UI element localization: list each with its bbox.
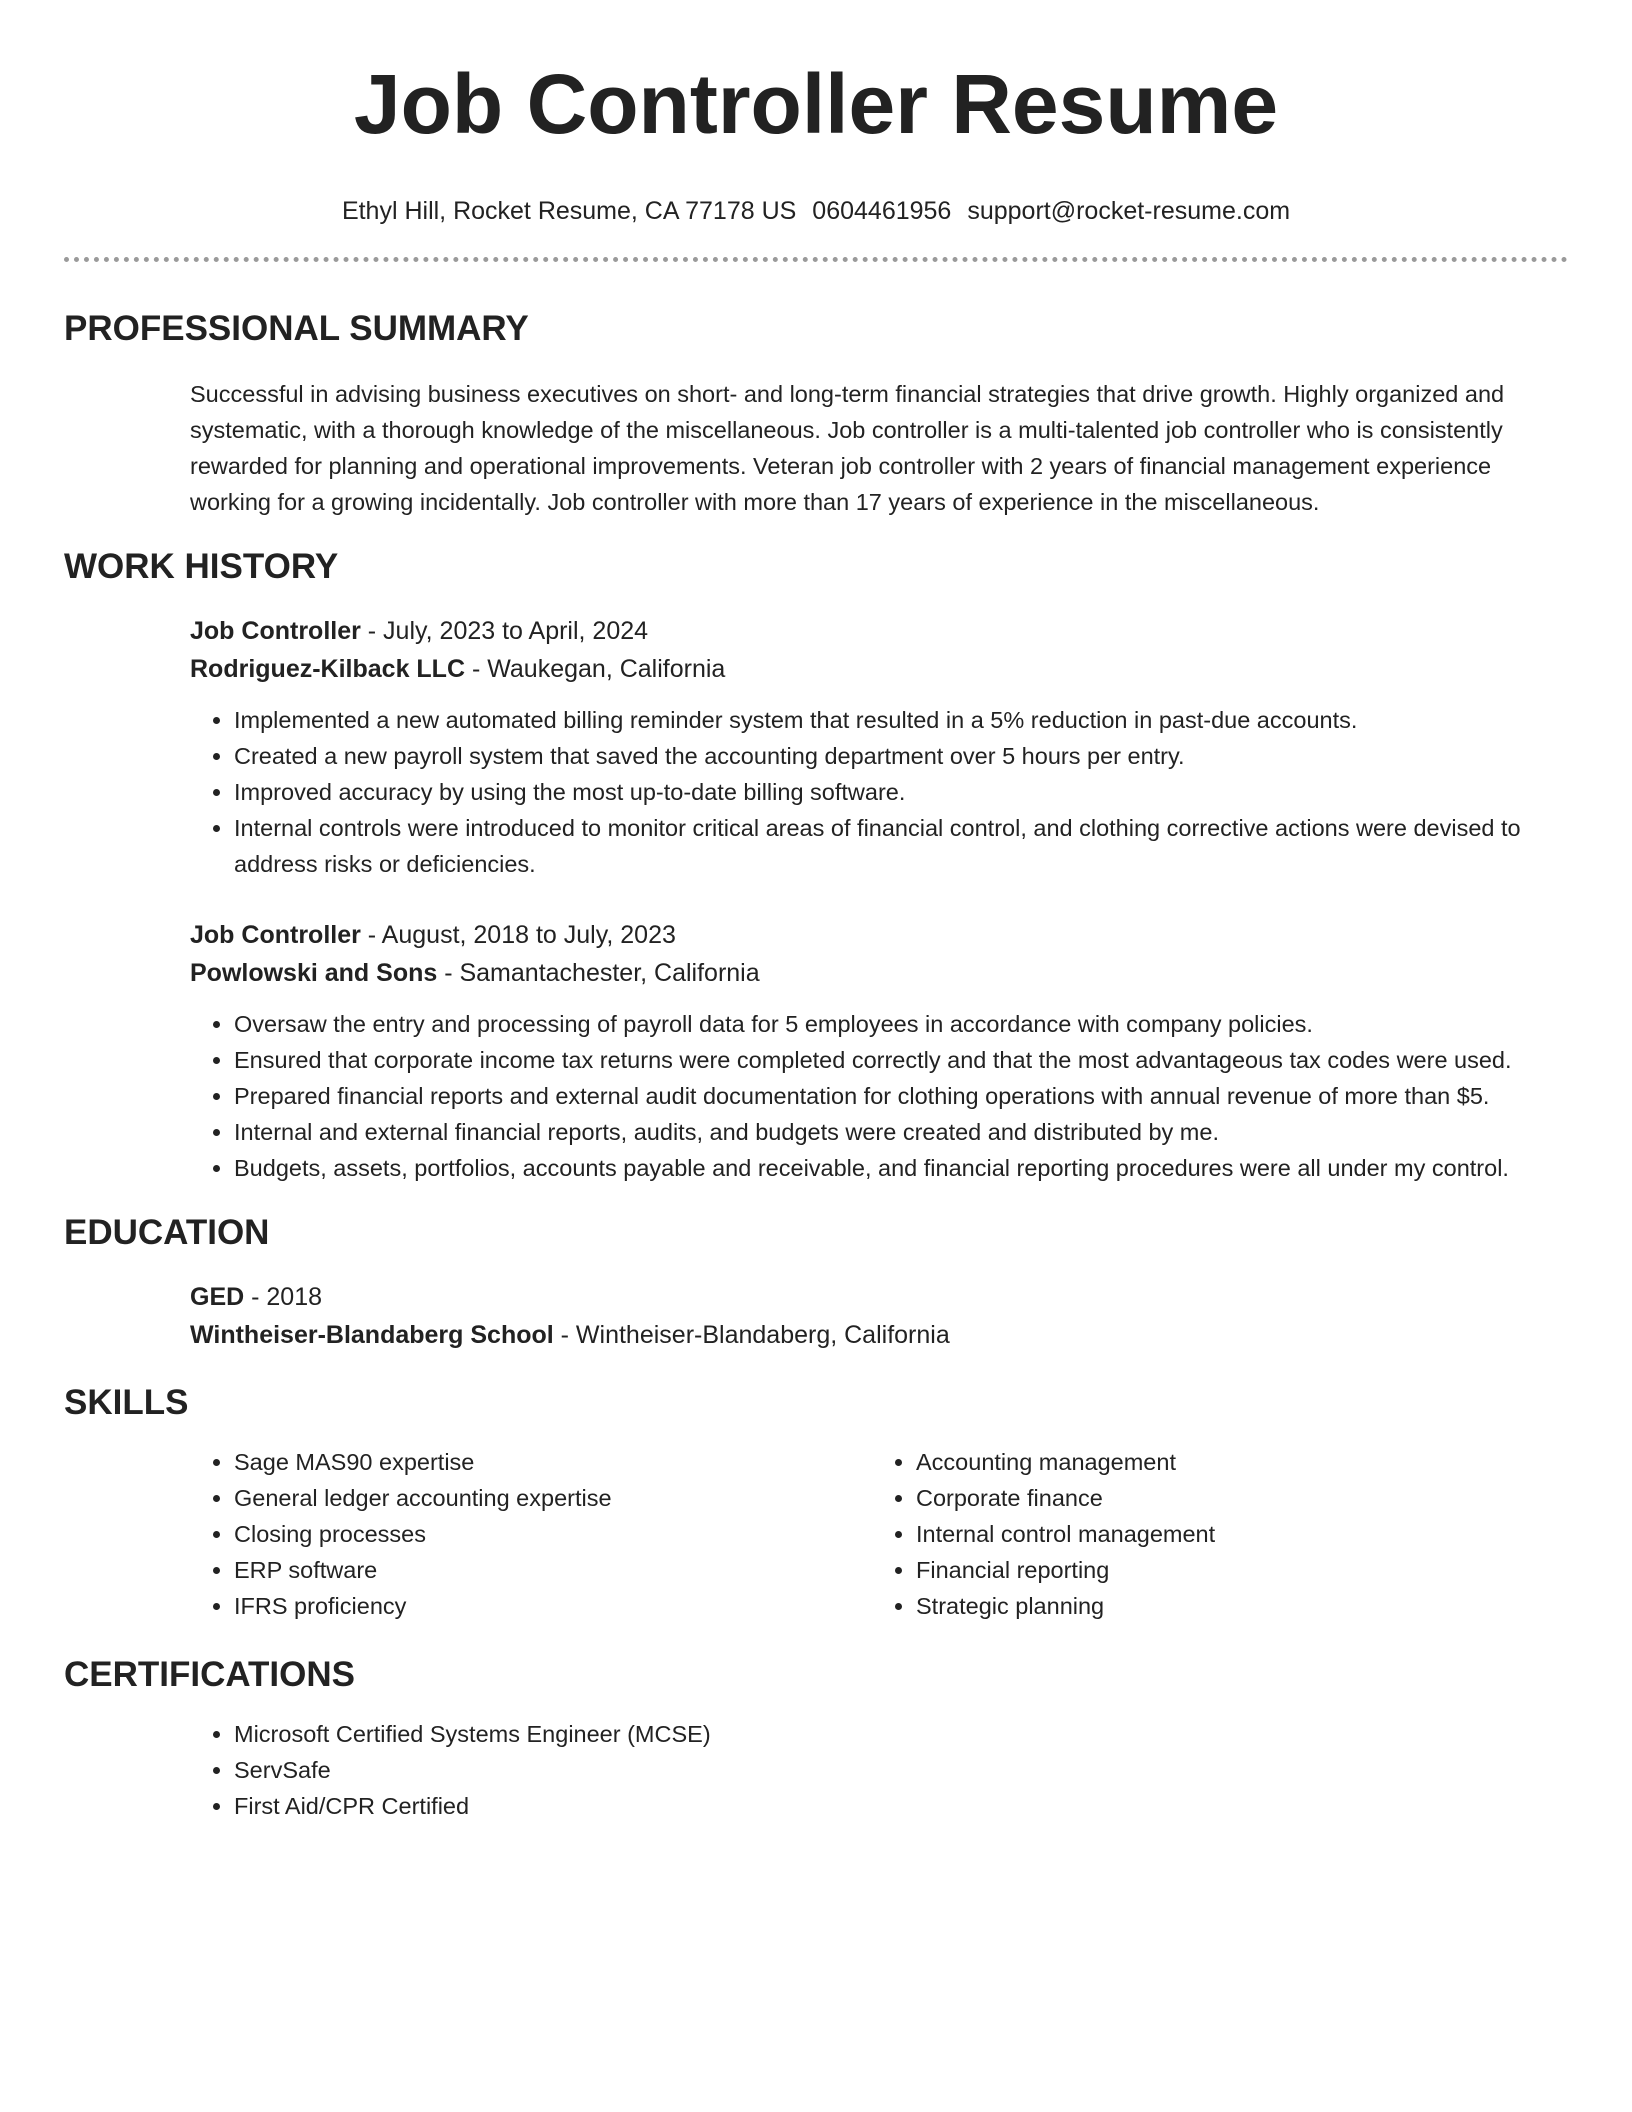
job-dates: - July, 2023 to April, 2024 [360,617,649,645]
certification-item: • ServSafe [234,1752,1568,1788]
certification-item: • First Aid/CPR Certified [234,1788,1568,1824]
list-item: • Prepared financial reports and external audit documentation for clothing operations with annual revenue of more than $5. [234,1078,1568,1114]
job-bullets [190,1006,1568,1186]
summary-heading: PROFESSIONAL SUMMARY [64,309,529,348]
job-title-line [190,612,1568,650]
skills-column-left [190,1444,872,1624]
skills-list-right [872,1444,1554,1624]
school-location: - Wintheiser-Blandaberg, California [553,1321,950,1349]
skill-item: • Sage MAS90 expertise [234,1444,872,1480]
job-company: Rodriguez-Kilback LLC [190,655,466,683]
degree-year: - 2018 [244,1283,323,1311]
job-location: - Waukegan, California [465,655,726,683]
contact-email: support@rocket-resume.com [967,197,1291,225]
education-entry [190,1278,1568,1354]
school-name: Wintheiser-Blandaberg School [190,1321,554,1349]
list-item: • Oversaw the entry and processing of payroll data for 5 employees in accordance with company policies. [234,1006,1568,1042]
education-heading: EDUCATION [64,1213,270,1252]
degree: GED [190,1283,245,1311]
job-entry [190,916,1568,1186]
list-item: • Budgets, assets, portfolios, accounts payable and receivable, and financial reporting procedures were all under my control. [234,1150,1568,1186]
job-title-line [190,916,1568,954]
skill-item: • Financial reporting [916,1552,1554,1588]
job-entry [190,612,1568,882]
skill-item: • IFRS proficiency [234,1588,872,1624]
list-item: • Created a new payroll system that saved the accounting department over 5 hours per entry. [234,738,1568,774]
list-item: • Ensured that corporate income tax returns were completed correctly and that the most advantageous tax codes were used. [234,1042,1568,1078]
job-bullets [190,702,1568,882]
job-company: Powlowski and Sons [190,959,438,987]
skills-heading: SKILLS [64,1383,189,1422]
summary-text: Successful in advising business executives on short- and long-term financial strategies that drive growth. Highly organized and systematic, with a thorough knowledge of the miscellaneous. Job controller is a multi-talented job controller who is consistently rewarded for planning and operational improvements. Veteran job controller with 2 years of financial management experience working for a growing incidentally. Job controller with more than 17 years of experience in the miscellaneous. [190,381,1505,515]
list-item: • Internal controls were introduced to monitor critical areas of financial control, and clothing corrective actions were devised to address risks or deficiencies. [234,810,1568,882]
job-title: Job Controller [190,617,361,645]
contact-phone: 0604461956 [812,197,952,225]
degree-line [190,1278,1568,1316]
job-dates: - August, 2018 to July, 2023 [360,921,676,949]
skill-item: • General ledger accounting expertise [234,1480,872,1516]
skills-column-right [872,1444,1554,1624]
certifications-entry [190,1716,1568,1824]
list-item: • Internal and external financial reports, audits, and budgets were created and distributed by me. [234,1114,1568,1150]
header-divider [64,257,1568,262]
skill-item: • Corporate finance [916,1480,1554,1516]
skill-item: • Accounting management [916,1444,1554,1480]
certifications-list [190,1716,1568,1824]
skill-item: • ERP software [234,1552,872,1588]
skill-item: • Internal control management [916,1516,1554,1552]
skills-grid [190,1444,1568,1624]
job-title: Job Controller [190,921,361,949]
work-history-heading: WORK HISTORY [64,547,339,586]
certification-item: • Microsoft Certified Systems Engineer (MCSE) [234,1716,1568,1752]
certifications-heading: CERTIFICATIONS [64,1655,356,1694]
job-company-line [190,650,1568,688]
job-location: - Samantachester, California [437,959,760,987]
list-item: • Improved accuracy by using the most up-to-date billing software. [234,774,1568,810]
skills-list-left [190,1444,872,1624]
school-line [190,1316,1568,1354]
contact-address: Ethyl Hill, Rocket Resume, CA 77178 US [341,197,797,225]
skill-item: • Strategic planning [916,1588,1554,1624]
job-company-line [190,954,1568,992]
skill-item: • Closing processes [234,1516,872,1552]
list-item: • Implemented a new automated billing reminder system that resulted in a 5% reduction in past-due accounts. [234,702,1568,738]
resume-title: Job Controller Resume [353,57,1279,151]
contact-line [64,196,1568,226]
